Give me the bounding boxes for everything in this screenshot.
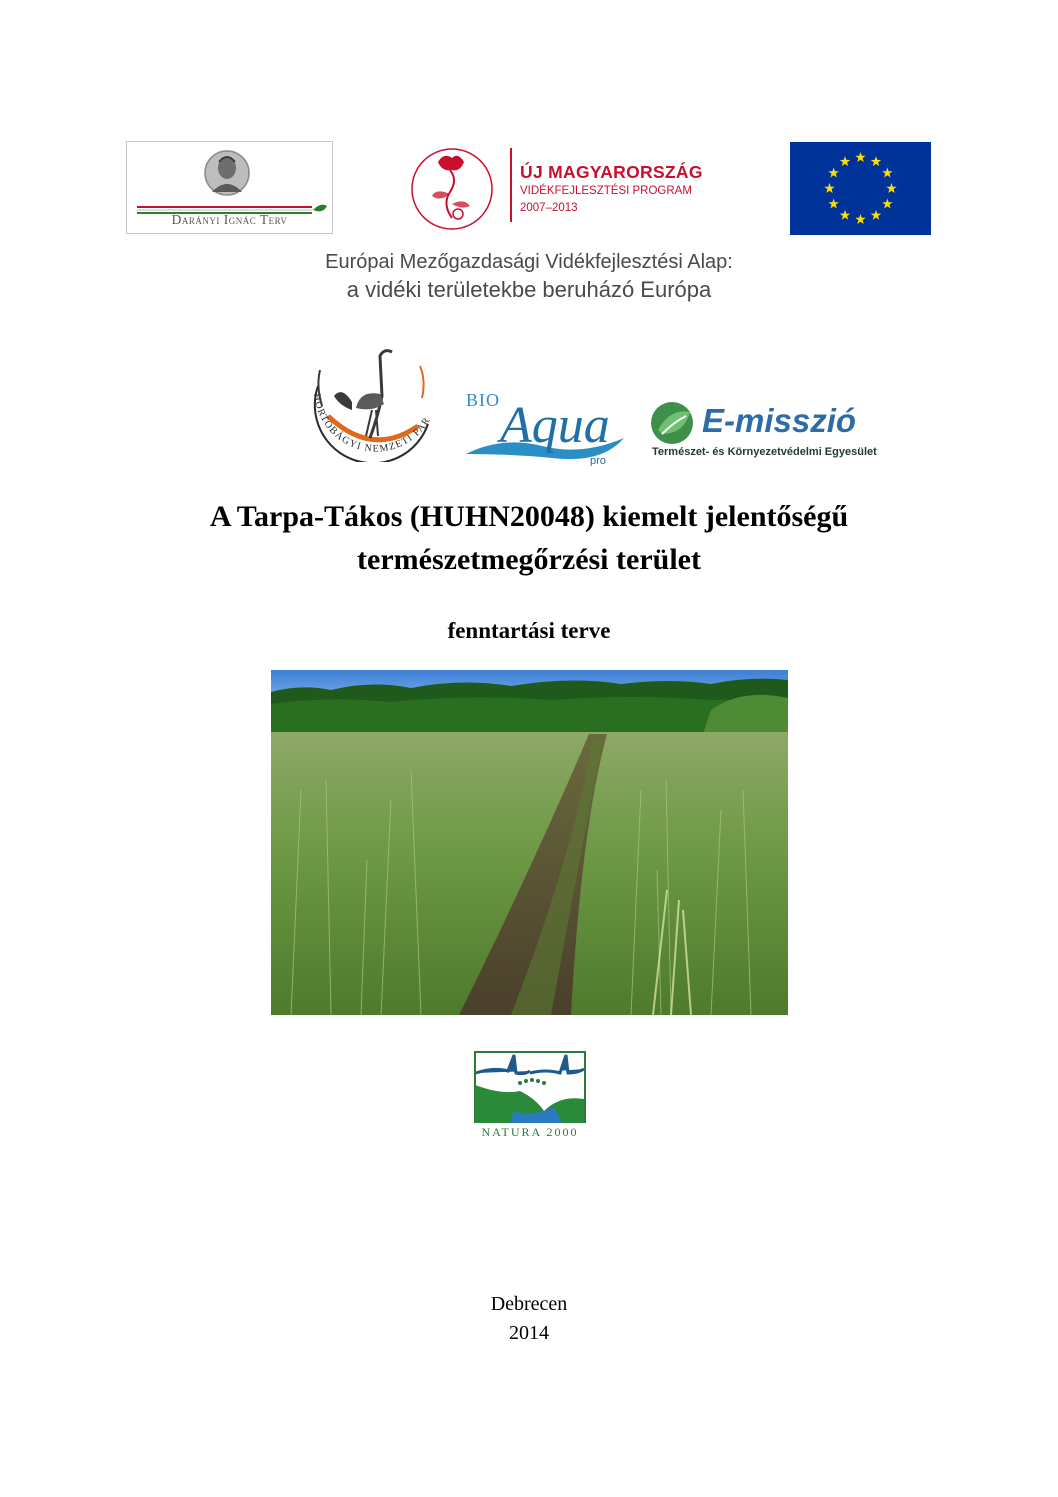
natura-label: NATURA 2000 xyxy=(481,1125,579,1139)
logo-divider xyxy=(510,148,512,222)
aqua-text: Aqua xyxy=(500,397,610,454)
e-misszio-logo xyxy=(648,398,888,464)
eu-star-icon xyxy=(882,168,892,178)
eu-stars-icon xyxy=(790,142,931,235)
eu-star-icon xyxy=(871,156,881,166)
meadow-photo xyxy=(271,670,788,1015)
e-misszio-subtitle: Természet- és Környezetvédelmi Egyesület xyxy=(652,446,877,458)
rose-emblem-icon xyxy=(406,144,502,234)
hortobagy-logo-text: HORTOBÁGYI NEMZETI PAR xyxy=(310,392,434,455)
eu-star-icon xyxy=(828,199,838,209)
eu-star-icon xyxy=(882,199,892,209)
uj-magyarorszag-program: VIDÉKFEJLESZTÉSI PROGRAM xyxy=(520,185,692,197)
leaf-globe-icon xyxy=(648,400,698,446)
meadow-illustration xyxy=(271,670,788,1015)
eu-star-icon xyxy=(855,152,865,162)
e-misszio-title: E-misszió xyxy=(702,402,857,439)
eafrd-line-2: a vidéki területekbe beruházó Európa xyxy=(346,277,712,302)
eu-star-icon xyxy=(855,214,865,224)
eu-star-icon xyxy=(871,210,881,220)
natura-birds-icon xyxy=(474,1051,586,1125)
place-of-publication: Debrecen xyxy=(490,1293,568,1315)
eu-star-icon xyxy=(840,210,850,220)
document-subtitle: fenntartási terve xyxy=(447,618,611,643)
eu-star-icon xyxy=(840,156,850,166)
portrait-icon xyxy=(202,148,252,198)
eu-star-icon xyxy=(886,183,896,193)
bioaqua-wave-icon xyxy=(462,384,627,466)
hortobagyi-nemzeti-park-logo xyxy=(300,346,450,462)
eu-flag xyxy=(790,142,931,235)
eu-star-icon xyxy=(824,183,834,193)
uj-magyarorszag-title: ÚJ MAGYARORSZÁG xyxy=(520,162,703,182)
uj-magyarorszag-years: 2007–2013 xyxy=(520,202,578,214)
bio-text: BIO xyxy=(466,390,500,410)
natura-2000-logo xyxy=(474,1051,586,1141)
document-title-line-1: A Tarpa-Tákos (HUHN20048) kiemelt jelentőségű xyxy=(209,500,849,533)
publication-year: 2014 xyxy=(509,1322,549,1344)
bioaqua-pro-logo xyxy=(462,384,627,466)
daranyi-ignac-terv-logo xyxy=(126,141,333,234)
eafrd-line-1: Európai Mezőgazdasági Vidékfejlesztési Alap: xyxy=(325,251,733,273)
document-title-line-2: természetmegőrzési terület xyxy=(357,543,701,576)
eu-star-icon xyxy=(828,168,838,178)
daranyi-logo-text: Darányi Ignác Terv xyxy=(171,212,288,227)
uj-magyarorszag-logo xyxy=(406,144,716,234)
crane-emblem-icon xyxy=(300,346,450,462)
pro-text: pro xyxy=(590,455,606,466)
